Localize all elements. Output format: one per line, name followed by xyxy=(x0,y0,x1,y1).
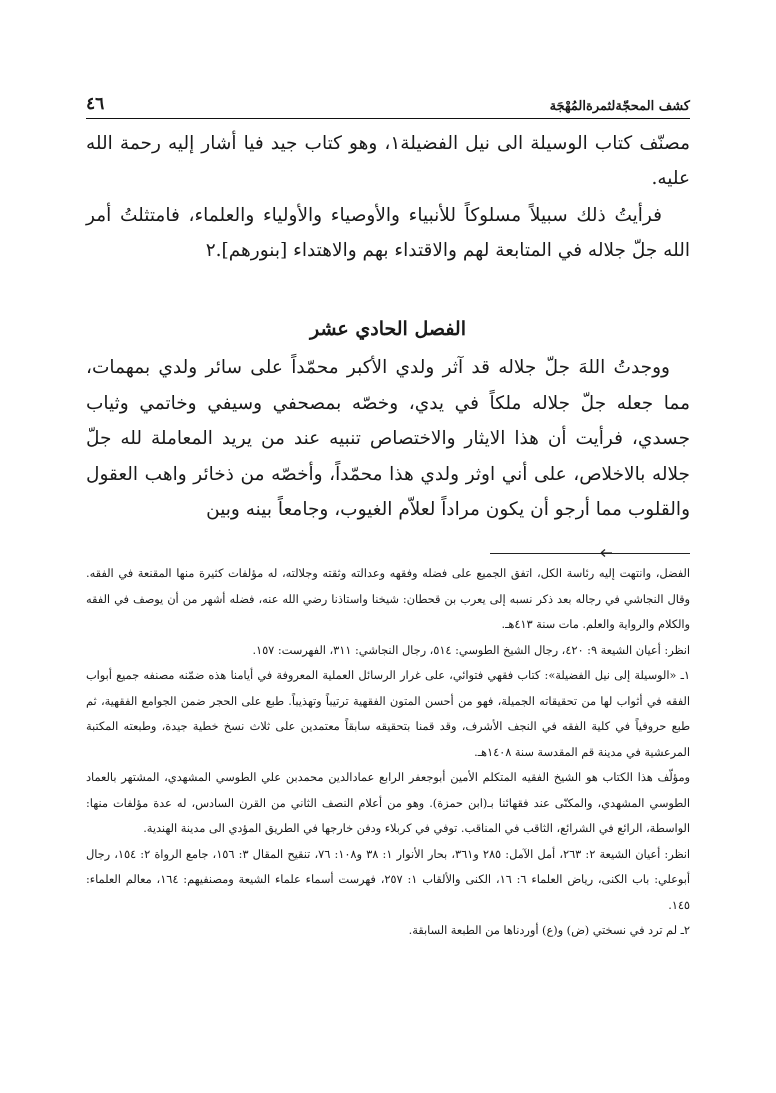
running-title: كشف المحجّةلثمرةالمُهْجَة xyxy=(549,99,690,114)
header-rule xyxy=(86,118,690,119)
page-number: ٤٦ xyxy=(86,94,105,114)
footnote-2: ٢ـ لم ترد في نسختي (ض) و(ع) أوردناها من الطبعة السابقة. xyxy=(408,924,690,937)
body-paragraph-2: فرأيتُ ذلك سبيلاً مسلوكاً للأنبياء والأوصياء والأولياء والعلماء، فامتثلتُ أمر الله جلّ جلاله في المتابعة لهم والاقتداء بهم والاهتداء [بنورهم].٢ xyxy=(86,205,690,261)
footnote-1-reference: انظر: أعيان الشيعة ٢: ٢٦٣، أمل الآمل: ٢٨٥ و٣٦١، بحار الأنوار ١: ٣٨ و١٠٨: ٧٦، تنقيح المقال ٣: ١٥٦، جامع الرواة ٢: ١٥٤، رجال أبوعلي: باب الكنى، رياض العلماء ٦: ١٦، الكنى والألقاب ١: ٢٥٧، فهرست أسماء علماء الشيعة ومصنفيهم: ١٦٤، معالم العلماء: ١٤٥. xyxy=(86,847,691,912)
footnote-reference: انظر: أعيان الشيعة ٩: ٤٢٠، رجال الشيخ الطوسي: ٥١٤، رجال النجاشي: ٣١١، الفهرست: ١٥٧. xyxy=(252,643,690,657)
footnote-1: ١ـ «الوسيلة إلى نيل الفضيلة»: كتاب فقهي فتوائي، على غرار الرسائل العملية المعروفة في أيامنا هذه ضمّنه مصنفه جميع أبواب الفقه في أثواب لها من تحقيقاته الجميلة، فهو من أحسن المتون الفقهية ترتيباً وتهذيباً. طبع على الحجر ضمن الجوامع الفقهية، ثم طبع حروفياً في كلية الفقه في النجف الأشرف، وقد قمنا بتحقيقه سابقاً معتمدين على ثلاث نسخ خطية جيدة، وطبعته المكتبة المرعشية في مدينة قم المقدسة سنة ١٤٠٨هـ. xyxy=(86,669,690,759)
section-heading: الفصل الحادي عشر xyxy=(310,318,466,340)
body-paragraph-1: مصنّف كتاب الوسيلة الى نيل الفضيلة١، وهو كتاب جيد فيا أشار إليه رحمة الله عليه. xyxy=(86,133,691,189)
body-paragraph-3: ووجدتُ اللهَ جلّ جلاله قد آثر ولدي الأكبر محمّداً على سائر ولدي بمهمات، مما جعله جلّ جلاله ملكاً في يدي، وخصّه بمصحفي وسيفي وخاتمي وثياب جسدي، فرأيت أن هذا الايثار والاختصاص تنبيه عند من يريد المعاملة لله جلّ جلاله بالاخلاص، على أني اوثر ولدي هذا محمّداً، وأخصّه من ذخائر واهب العقول والقلوب مما أرجو أن يكون مراداً لعلاّم الغيوب، وجامعاً بينه وبين xyxy=(86,357,690,520)
footnote-separator xyxy=(490,553,690,554)
footnotes xyxy=(86,561,690,944)
page-header xyxy=(86,88,690,114)
footnote-1-author: ومؤلّف هذا الكتاب هو الشيخ الفقيه المتكلم الأمين أبوجعفر الرابع عمادالدين محمدبن علي الطوسي المشهدي، المشتهر بالعماد الطوسي المشهدي، والمكنّى عند فقهائنا بـ(ابن حمزة). وهو من أعلام النصف الثاني من القرن السادس، له عدة مؤلفات منها: الواسطة، الرائع في الشرائع، الثاقب في المناقب. توفي في كربلاء ودفن خارجها في الطريق المؤدي الى مدينة الهندية. xyxy=(86,771,690,835)
continuation-arrow-icon xyxy=(598,548,612,558)
footnote-continued: الفضل، وانتهت إليه رئاسة الكل، اتفق الجميع على فضله وفقهه وعدالته وثقته وجلالته، له مؤلفات كثيرة منها المقنعة في الفقه. وقال النجاشي في رجاله بعد ذكر نسبه إلى يعرب بن قحطان: شيخنا واستاذنا رضي الله عنه، فضله أشهر من أن يوصف في الفقه والكلام والرواية والعلم. مات سنة ٤١٣هـ. xyxy=(86,567,690,631)
